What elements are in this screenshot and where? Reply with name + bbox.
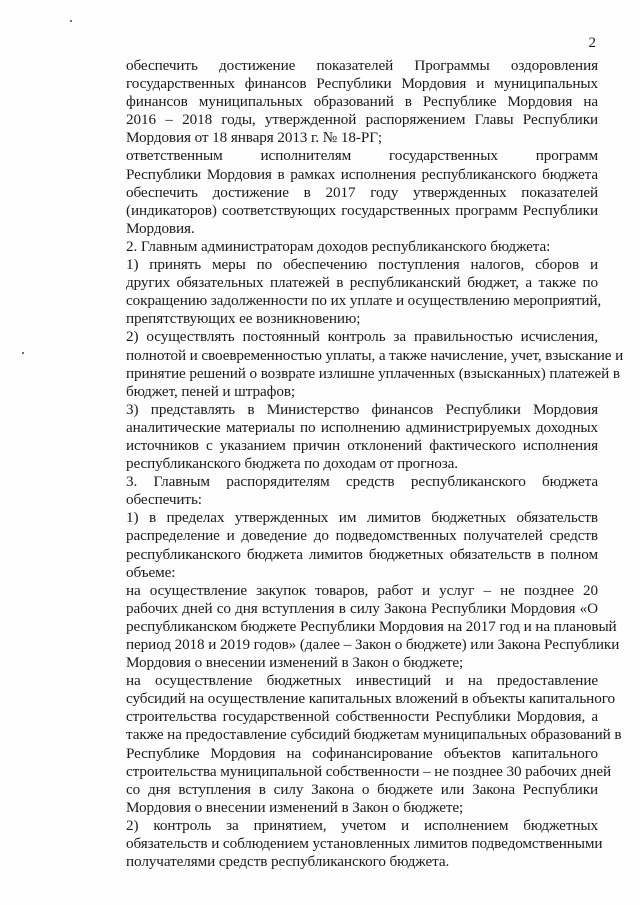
paragraph-9 bbox=[89, 581, 620, 672]
text-line: полнотой и своевременностью уплаты, а также начисление, учет, взыскание и bbox=[126, 346, 624, 364]
text-line: рабочих дней со дня вступления в силу Закона Республики Мордовия «О bbox=[126, 599, 598, 617]
text-line: 2) осуществлять постоянный контроль за правильностью исчисления, bbox=[126, 328, 598, 346]
text-line: государственных финансов Республики Мордовия и муниципальных bbox=[126, 75, 598, 93]
paragraph-7 bbox=[89, 473, 598, 509]
paragraph-3 bbox=[89, 238, 598, 256]
paragraph-4 bbox=[89, 256, 602, 328]
text-line: принятие решений о возврате излишне уплаченных (взысканных) платежей в bbox=[126, 364, 620, 382]
page-number: 2 bbox=[588, 35, 596, 51]
paragraph-11 bbox=[89, 816, 603, 871]
text-line: (индикаторов) соответствующих государственных программ Республики bbox=[126, 201, 598, 219]
text-line: строительства государственной собственности Республики Мордовия, а bbox=[126, 708, 598, 726]
text-line: обеспечить: bbox=[126, 491, 202, 509]
text-line: Мордовия. bbox=[126, 219, 195, 237]
paragraph-6 bbox=[89, 401, 598, 473]
text-line: Республике Мордовия на софинансирование объектов капитального bbox=[126, 744, 598, 762]
text-line: аналитические материалы по исполнению администрируемых доходных bbox=[126, 418, 598, 436]
text-line: 1) в пределах утвержденных им лимитов бюджетных обязательств bbox=[126, 509, 598, 527]
text-line: 3) представлять в Министерство финансов Республики Мордовия bbox=[126, 400, 598, 418]
scan-speck bbox=[22, 352, 24, 354]
paragraph-2 bbox=[89, 147, 598, 237]
text-line: обеспечить достижение в 2017 году утвержденных показателей bbox=[126, 183, 598, 201]
text-line: Мордовия о внесении изменений в Закон о бюджете; bbox=[126, 654, 464, 672]
text-line: республиканского бюджета лимитов бюджетных обязательств в полном bbox=[126, 545, 598, 563]
text-line: на осуществление закупок товаров, работ и услуг – не позднее 20 bbox=[126, 581, 598, 599]
text-line: со дня вступления в силу Закона о бюджете или Закона Республики bbox=[126, 780, 598, 798]
text-line: обязательств и соблюдением установленных лимитов подведомственными bbox=[126, 835, 603, 853]
text-line: республиканского бюджета по доходам от прогноза. bbox=[126, 455, 458, 473]
text-line: препятствующих ее возникновению; bbox=[126, 310, 361, 328]
text-line: строительства муниципальной собственности – не позднее 30 рабочих дней bbox=[126, 762, 612, 780]
text-line: на осуществление бюджетных инвестиций и на предоставление bbox=[126, 672, 598, 690]
paragraph-10 bbox=[89, 672, 622, 817]
text-line: 2) контроль за принятием, учетом и исполнением бюджетных bbox=[126, 816, 598, 834]
text-line: также на предоставление субсидий бюджетам муниципальных образований в bbox=[126, 726, 622, 744]
text-line: получателями средств республиканского бюджета. bbox=[126, 853, 450, 871]
text-line: период 2018 и 2019 годов» (далее – Закон о бюджете) или Закона Республики bbox=[126, 636, 620, 653]
paragraph-1 bbox=[89, 57, 598, 147]
text-line: источников с указанием причин отклонений фактического исполнения bbox=[126, 436, 598, 454]
text-line: 1) принять меры по обеспечению поступления налогов, сборов и bbox=[126, 256, 598, 274]
text-line: 3. Главным распорядителям средств республиканского бюджета bbox=[126, 473, 598, 491]
text-line: объеме: bbox=[126, 563, 176, 581]
paragraph-5 bbox=[89, 328, 624, 400]
text-line: бюджет, пеней и штрафов; bbox=[126, 382, 296, 400]
scan-speck bbox=[70, 20, 72, 22]
text-line: субсидий на осуществление капитальных вложений в объекты капитального bbox=[126, 690, 615, 708]
text-line: республиканском бюджете Республики Мордовия на 2017 год и на плановый bbox=[126, 617, 617, 635]
text-line: 2016 – 2018 годы, утвержденной распоряжением Главы Республики bbox=[126, 111, 598, 129]
text-line: финансов муниципальных образований в Республике Мордовия на bbox=[126, 93, 598, 111]
text-line: других обязательных платежей в республиканский бюджет, а также по bbox=[126, 274, 598, 292]
text-line: сокращению задолженности по их уплате и осуществлению мероприятий, bbox=[126, 292, 602, 310]
text-line: распределение и доведение до подведомственных получателей средств bbox=[126, 527, 598, 545]
paragraph-8 bbox=[89, 509, 598, 581]
text-line: Мордовия о внесении изменений в Закон о бюджете; bbox=[126, 798, 464, 816]
text-line: Мордовия от 18 января 2013 г. № 18-РГ; bbox=[126, 129, 382, 147]
document-body bbox=[89, 57, 624, 871]
text-line: 2. Главным администраторам доходов республиканского бюджета: bbox=[126, 237, 551, 255]
text-line: Республики Мордовия в рамках исполнения республиканского бюджета bbox=[126, 165, 598, 183]
text-line: обеспечить достижение показателей Программы оздоровления bbox=[126, 57, 598, 74]
text-line: ответственным исполнителям государственных программ bbox=[126, 147, 598, 165]
